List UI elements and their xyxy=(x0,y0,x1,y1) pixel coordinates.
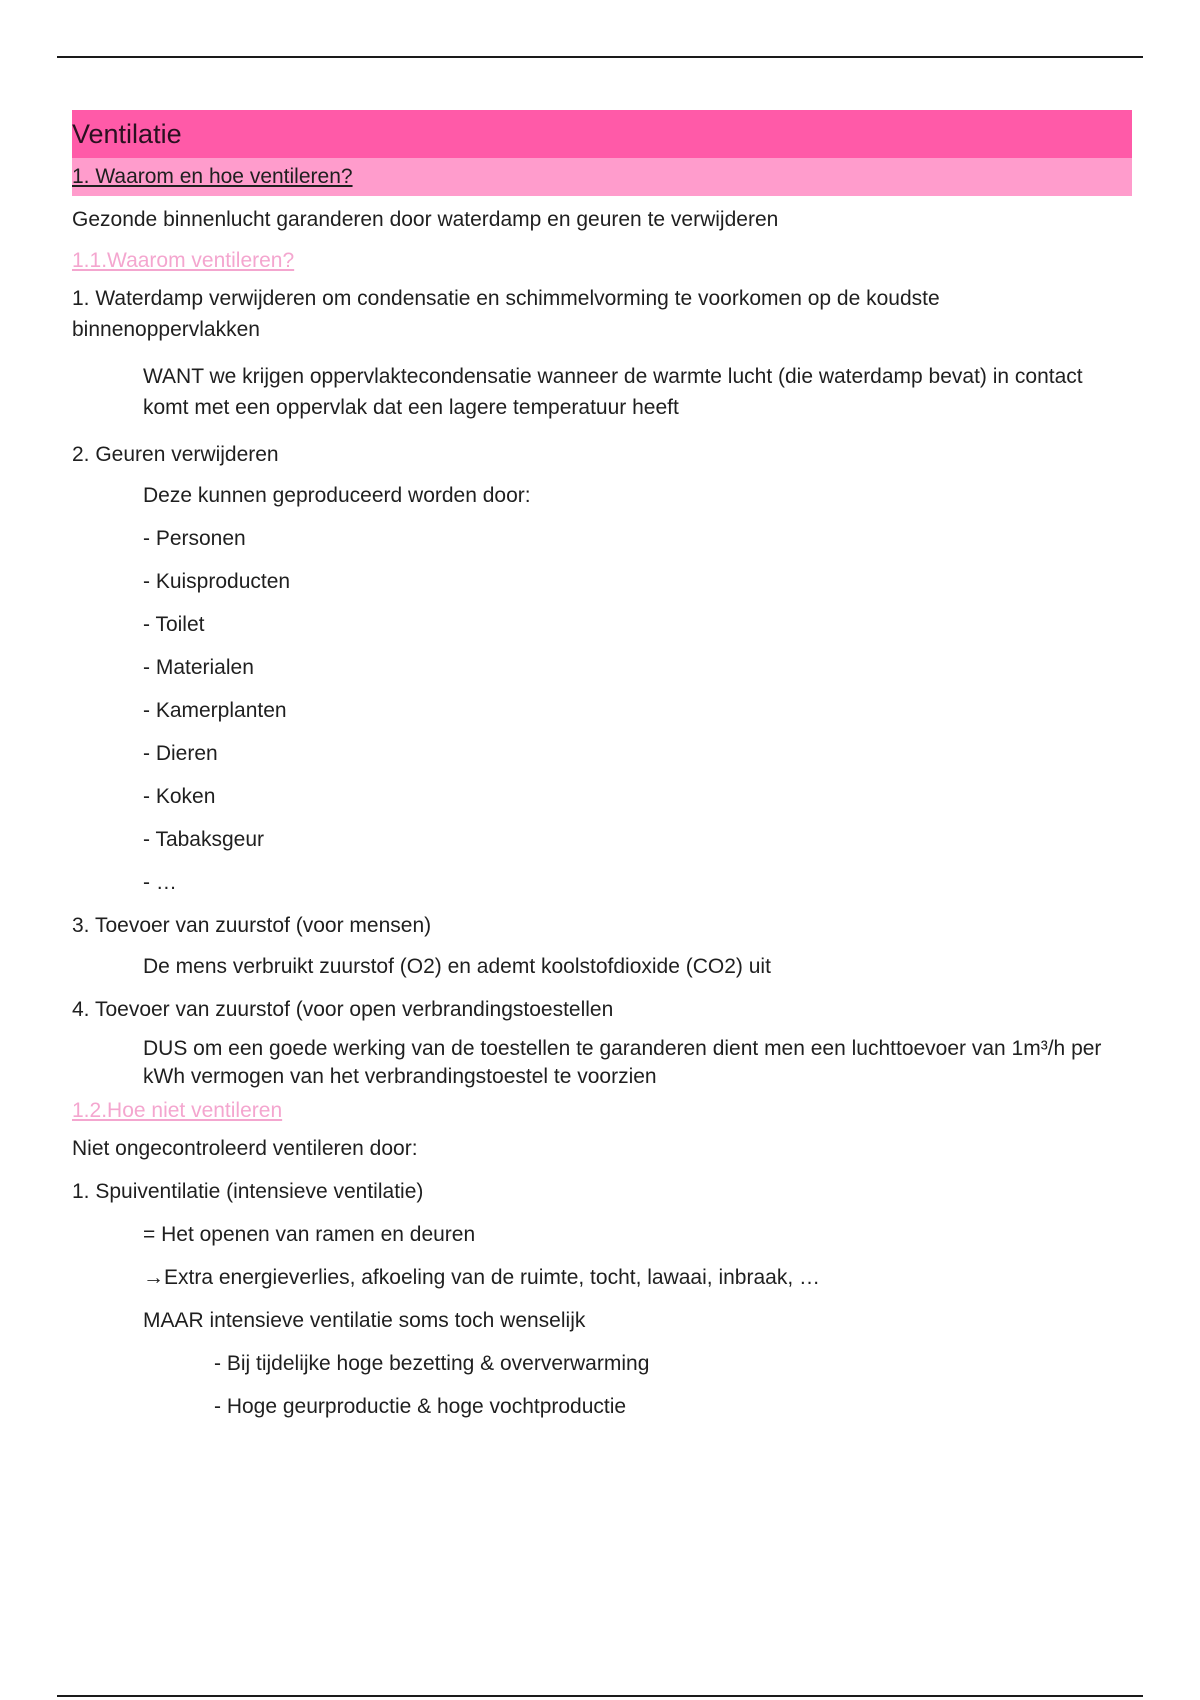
point-3-detail: De mens verbruikt zuurstof (O2) en ademt koolstofdioxide (CO2) uit xyxy=(143,955,771,978)
subsection-heading-why: 1.1.Waarom ventileren? xyxy=(72,249,295,272)
intro-text: Gezonde binnenlucht garanderen door waterdamp en geuren te verwijderen xyxy=(72,208,779,231)
list-item: - Koken xyxy=(143,785,216,808)
bottom-rule xyxy=(57,1695,1143,1697)
point-3: 3. Toevoer van zuurstof (voor mensen) xyxy=(72,914,432,937)
list-item: - … xyxy=(143,871,177,894)
point-2: 2. Geuren verwijderen xyxy=(72,443,279,466)
subsection-heading-how-not: 1.2.Hoe niet ventileren xyxy=(72,1099,283,1122)
point-1-detail: WANT we krijgen oppervlaktecondensatie wanneer de warmte lucht (die waterdamp bevat) in contact komt met een oppervlak dat een lagere temperatuur heeft xyxy=(143,365,1083,419)
list-item: - Kamerplanten xyxy=(143,699,287,722)
spui-case: - Hoge geurproductie & hoge vochtproductie xyxy=(214,1395,627,1418)
list-item: - Tabaksgeur xyxy=(143,828,265,851)
top-rule xyxy=(57,56,1143,58)
spui-title: 1. Spuiventilatie (intensieve ventilatie) xyxy=(72,1180,424,1203)
odour-source-list xyxy=(72,523,1132,898)
point-4: 4. Toevoer van zuurstof (voor open verbrandingstoestellen xyxy=(72,998,614,1021)
point-2-detail: Deze kunnen geproduceerd worden door: xyxy=(143,484,531,507)
list-item: - Kuisproducten xyxy=(143,570,291,593)
list-item: - Materialen xyxy=(143,656,254,679)
section-heading xyxy=(72,158,1132,196)
spui-effect: →Extra energieverlies, afkoeling van de ruimte, tocht, lawaai, inbraak, … xyxy=(143,1266,820,1289)
list-item: - Toilet xyxy=(143,613,205,636)
list-item: - Dieren xyxy=(143,742,218,765)
section-heading-text: 1. Waarom en hoe ventileren? xyxy=(72,165,353,188)
point-4-detail: DUS om een goede werking van de toestellen te garanderen dient men een luchttoevoer van 1m³/h per kWh vermogen van het verbrandingstoestel te voorzien xyxy=(143,1037,1102,1088)
page-title: Ventilatie xyxy=(72,110,1132,158)
spui-definition: = Het openen van ramen en deuren xyxy=(143,1223,476,1246)
not-intro: Niet ongecontroleerd ventileren door: xyxy=(72,1137,418,1160)
list-item: - Personen xyxy=(143,527,246,550)
spui-but: MAAR intensieve ventilatie soms toch wenselijk xyxy=(143,1309,586,1332)
document-body xyxy=(72,110,1132,1422)
point-1: 1. Waterdamp verwijderen om condensatie en schimmelvorming te voorkomen op de koudste binnenoppervlakken xyxy=(72,287,940,341)
spui-case: - Bij tijdelijke hoge bezetting & oververwarming xyxy=(214,1352,650,1375)
